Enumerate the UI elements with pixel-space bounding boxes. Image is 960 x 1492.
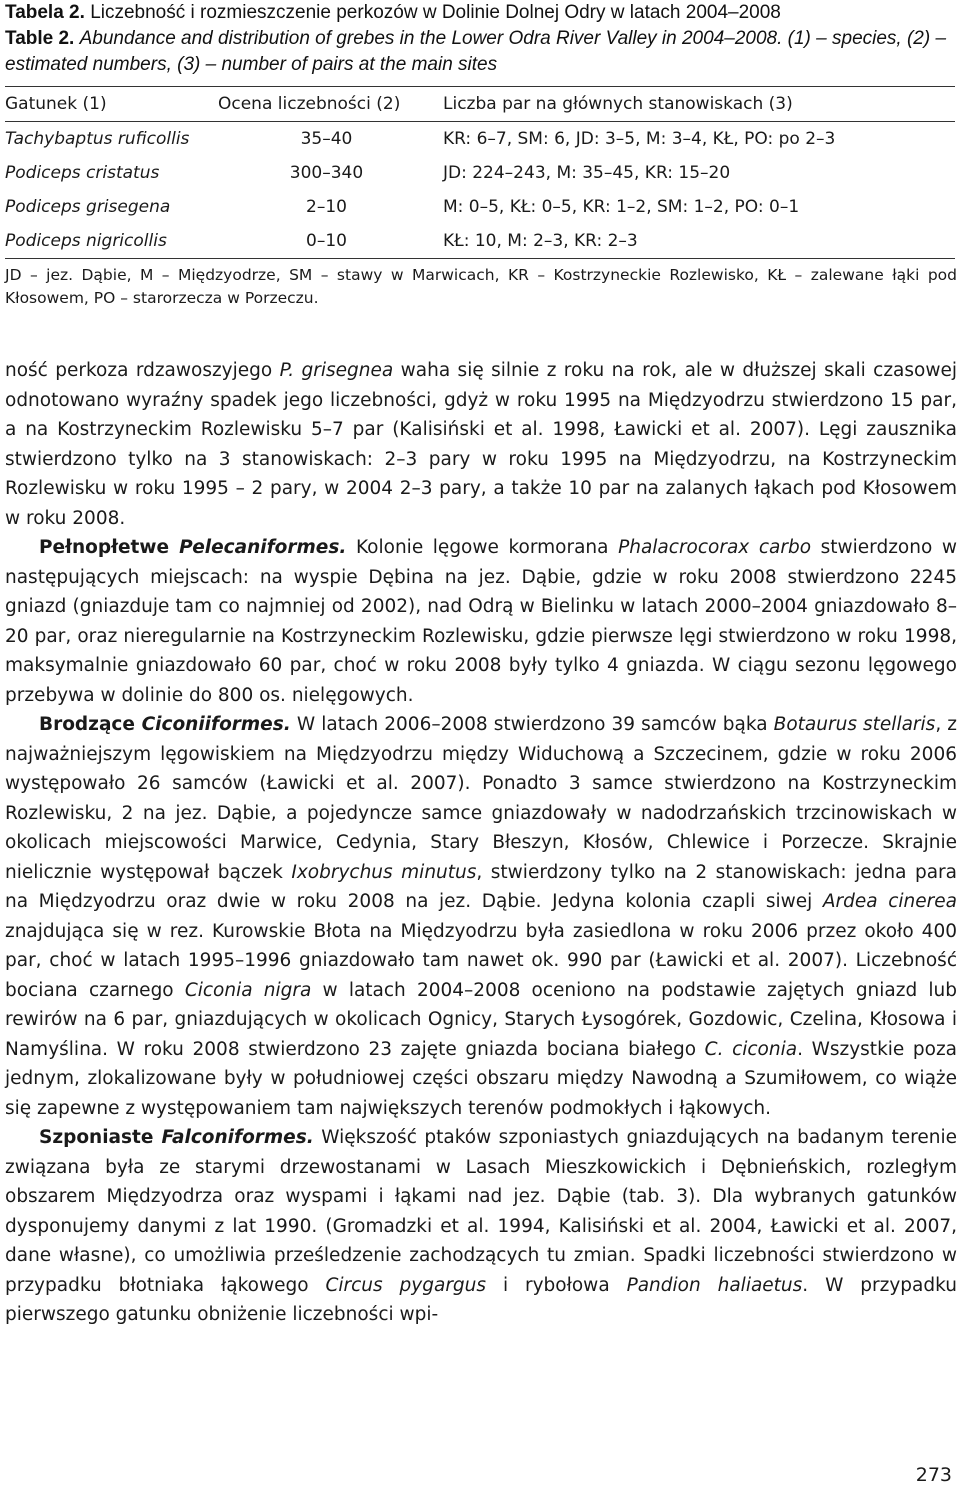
species-name: Ixobrychus minutus <box>291 861 477 883</box>
grebes-table <box>5 86 955 259</box>
text-run: w latach 2004–2008 oceniono na podstawie zajętych gniazd lub rewirów na 6 par, gniazdujących w okolicach Ognicy, Starych Łysogórek, Gozdowic, Czelina, Kłosowa i Namyślina. W roku 2008 stwierdzono 23 zajęte gniazda bociana białego <box>5 979 958 1060</box>
text-run: Kolonie lęgowe kormorana <box>346 537 619 558</box>
pairs-cell: M: 0–5, KŁ: 0–5, KR: 1–2, SM: 1–2, PO: 0–1 <box>443 197 800 217</box>
section-heading: Szponiaste <box>39 1127 162 1148</box>
text-run: ność perkoza rdzawoszyjego <box>5 360 280 381</box>
species-cell: Tachybaptus ruficollis <box>5 129 190 149</box>
text-run: Większość ptaków szponiastych gniazdujących na badanym terenie związana była ze starymi drzewostanami w Lasach Mieszkowickich i Dębnieńskich, rozległym obszarem Międzyodrza oraz wyspami i łąkami nad jez. Dąbie (tab. 3). Dla wybranych gatunków dysponujemy danymi z lat 1990. (Gromadzki et al. 1994, Kalisiński et al. 2004, Ławicki et al. 2007, dane własne), co umożliwia prześledzenie zachodzących tu zmian. Spadki liczebności stwierdzono w przypadku błotniaka łąkowego <box>5 1127 957 1296</box>
text-run: , stwierdzony tylko na 2 stanowiskach: jedna para na Międzyodrzu oraz dwie w roku 2008 na jez. Dąbie. Jedyna kolonia czapli siwej <box>5 861 958 912</box>
table-row <box>5 190 955 224</box>
table-header-row <box>5 87 955 122</box>
paragraph-grebes <box>5 356 957 533</box>
body-text <box>5 356 957 1330</box>
caption-pl-text: Liczebność i rozmieszczenie perkozów w Dolinie Dolnej Odry w latach 2004–2008 <box>90 2 781 23</box>
estimate-cell: 0–10 <box>306 231 347 251</box>
estimate-cell: 35–40 <box>300 129 353 149</box>
species-name: Pandion haliaetus <box>626 1274 803 1296</box>
text-run: W latach 2006–2008 stwierdzono 39 samców bąka <box>290 714 774 735</box>
paragraph-falconiformes <box>5 1123 957 1330</box>
text-run: . Wszystkie poza jednym, zlokalizowane były w południowej części obszaru między Nawodną a Szumiłowem, co wiąże się zapewne z występowaniem tam największych terenów podmokłych i łąkowych. <box>5 1038 958 1119</box>
species-cell: Podiceps nigricollis <box>5 231 167 251</box>
header-species: Gatunek (1) <box>5 94 107 114</box>
table-row <box>5 224 955 259</box>
table-row <box>5 122 955 157</box>
species-name: Ciconia nigra <box>184 979 312 1001</box>
table-footnote: JD – jez. Dąbie, M – Międzyodrze, SM – stawy w Marwicach, KR – Kostrzyneckie Rozlewisko, KŁ – zalewane łąki pod Kłosowem, PO – starorzecza w Porzeczu. <box>5 266 957 307</box>
species-cell: Podiceps cristatus <box>5 163 160 183</box>
species-name: C. ciconia <box>704 1038 798 1060</box>
paragraph-pelecaniformes <box>5 533 957 710</box>
caption-english <box>5 26 955 78</box>
section-heading: Brodzące <box>39 714 142 735</box>
table-caption <box>5 0 955 78</box>
estimate-cell: 300–340 <box>289 163 364 183</box>
species-name: P. grisegnea <box>279 360 394 381</box>
text-run: i rybołowa <box>486 1274 627 1296</box>
table-row <box>5 156 955 190</box>
text-run: stwierdzono w następujących miejscach: na wyspie Dębina na jez. Dąbie, gdzie w roku 2008 stwierdzono 2245 gniazd (gniazduje tam co najmniej od 2002), nad Odrą w Bielinku w latach 2000–2004 gniazdowało 8–20 par, oraz nieregularnie na Kostrzyneckim Rozlewisku, gdzie pierwsze lęgi stwierdzono w roku 1998, maksymalnie gniazdowało 60 par, choć w roku 2008 były tylko 4 gniazda. W ciągu sezonu lęgowego przebywa w dolinie do 800 os. nielęgowych. <box>5 537 957 706</box>
section-heading-latin: Falconiformes. <box>161 1127 314 1148</box>
section-heading: Pełnopłetwe <box>39 537 180 558</box>
section-heading-latin: Ciconiiformes. <box>141 714 291 735</box>
species-name: Phalacrocorax carbo <box>618 537 812 558</box>
species-cell: Podiceps grisegena <box>5 197 171 217</box>
page-number: 273 <box>915 1464 952 1486</box>
caption-polish <box>5 0 955 26</box>
text-run: znajdująca się w rez. Kurowskie Błota na Międzyodrzu była zasiedlona w roku 2006 przez około 400 par, choć w latach 1995–1996 gniazdowało tam nawet ok. 990 par (Ławicki et al. 2007). Liczebność bociana czarnego <box>5 920 957 1001</box>
paragraph-ciconiiformes <box>5 710 957 1123</box>
text-run: waha się silnie z roku na rok, ale w dłuższej skali czasowej odnotowano wyraźny spadek jego liczebności, gdyż w roku 1995 na Międzyodrzu stwierdzono 15 par, a na Kostrzyneckim Rozlewisku 5–7 par (Kalisiński et al. 1998, Ławicki et al. 2007). Lęgi zausznika stwierdzono tylko na 3 stanowiskach: 2–3 pary w roku 1995 na Międzyodrzu, na Kostrzyneckim Rozlewisku w roku 1995 – 2 pary, w 2004 2–3 pary, a także 10 par na zalanych łąkach pod Kłosowem w roku 2008. <box>5 360 957 529</box>
caption-en-label: Table 2. <box>5 28 75 49</box>
estimate-cell: 2–10 <box>306 197 347 217</box>
text-run: , z najważniejszym lęgowiskiem na Międzyodrzu między Widuchową a Szczecinem, gdzie w roku 2006 występowało 26 samców (Ławicki et al. 2007). Ponadto 3 samce stwierdzono na Kostrzyneckim Rozlewisku, 2 na jez. Dąbie, a pojedyncze samce gniazdowały w nadodrzańskich trzcinowiskach w okolicach miejscowości Marwice, Cedynia, Stary Błeszyn, Kłosów, Chlewice i Porzecze. Skrajnie nielicznie występował bączek <box>5 714 957 883</box>
section-heading-latin: Pelecaniformes. <box>179 537 347 558</box>
pairs-cell: KR: 6–7, SM: 6, JD: 3–5, M: 3–4, KŁ, PO: po 2–3 <box>443 129 836 149</box>
text-run: . W przypadku pierwszego gatunku obniżenie liczebności wpi- <box>5 1274 957 1325</box>
species-name: Ardea cinerea <box>822 891 957 912</box>
caption-en-text: Abundance and distribution of grebes in the Lower Odra River Valley in 2004–2008. (1) – species, (2) – estimated numbers, (3) – number of pairs at the main sites <box>5 28 947 75</box>
pairs-cell: KŁ: 10, M: 2–3, KR: 2–3 <box>443 231 638 251</box>
species-name: Circus pygargus <box>325 1274 487 1296</box>
pairs-cell: JD: 224–243, M: 35–45, KR: 15–20 <box>443 163 731 183</box>
header-estimate: Ocena liczebności (2) <box>218 94 401 114</box>
species-name: Botaurus stellaris <box>773 714 936 735</box>
header-pairs: Liczba par na głównych stanowiskach (3) <box>443 94 793 114</box>
caption-pl-label: Tabela 2. <box>5 2 85 23</box>
